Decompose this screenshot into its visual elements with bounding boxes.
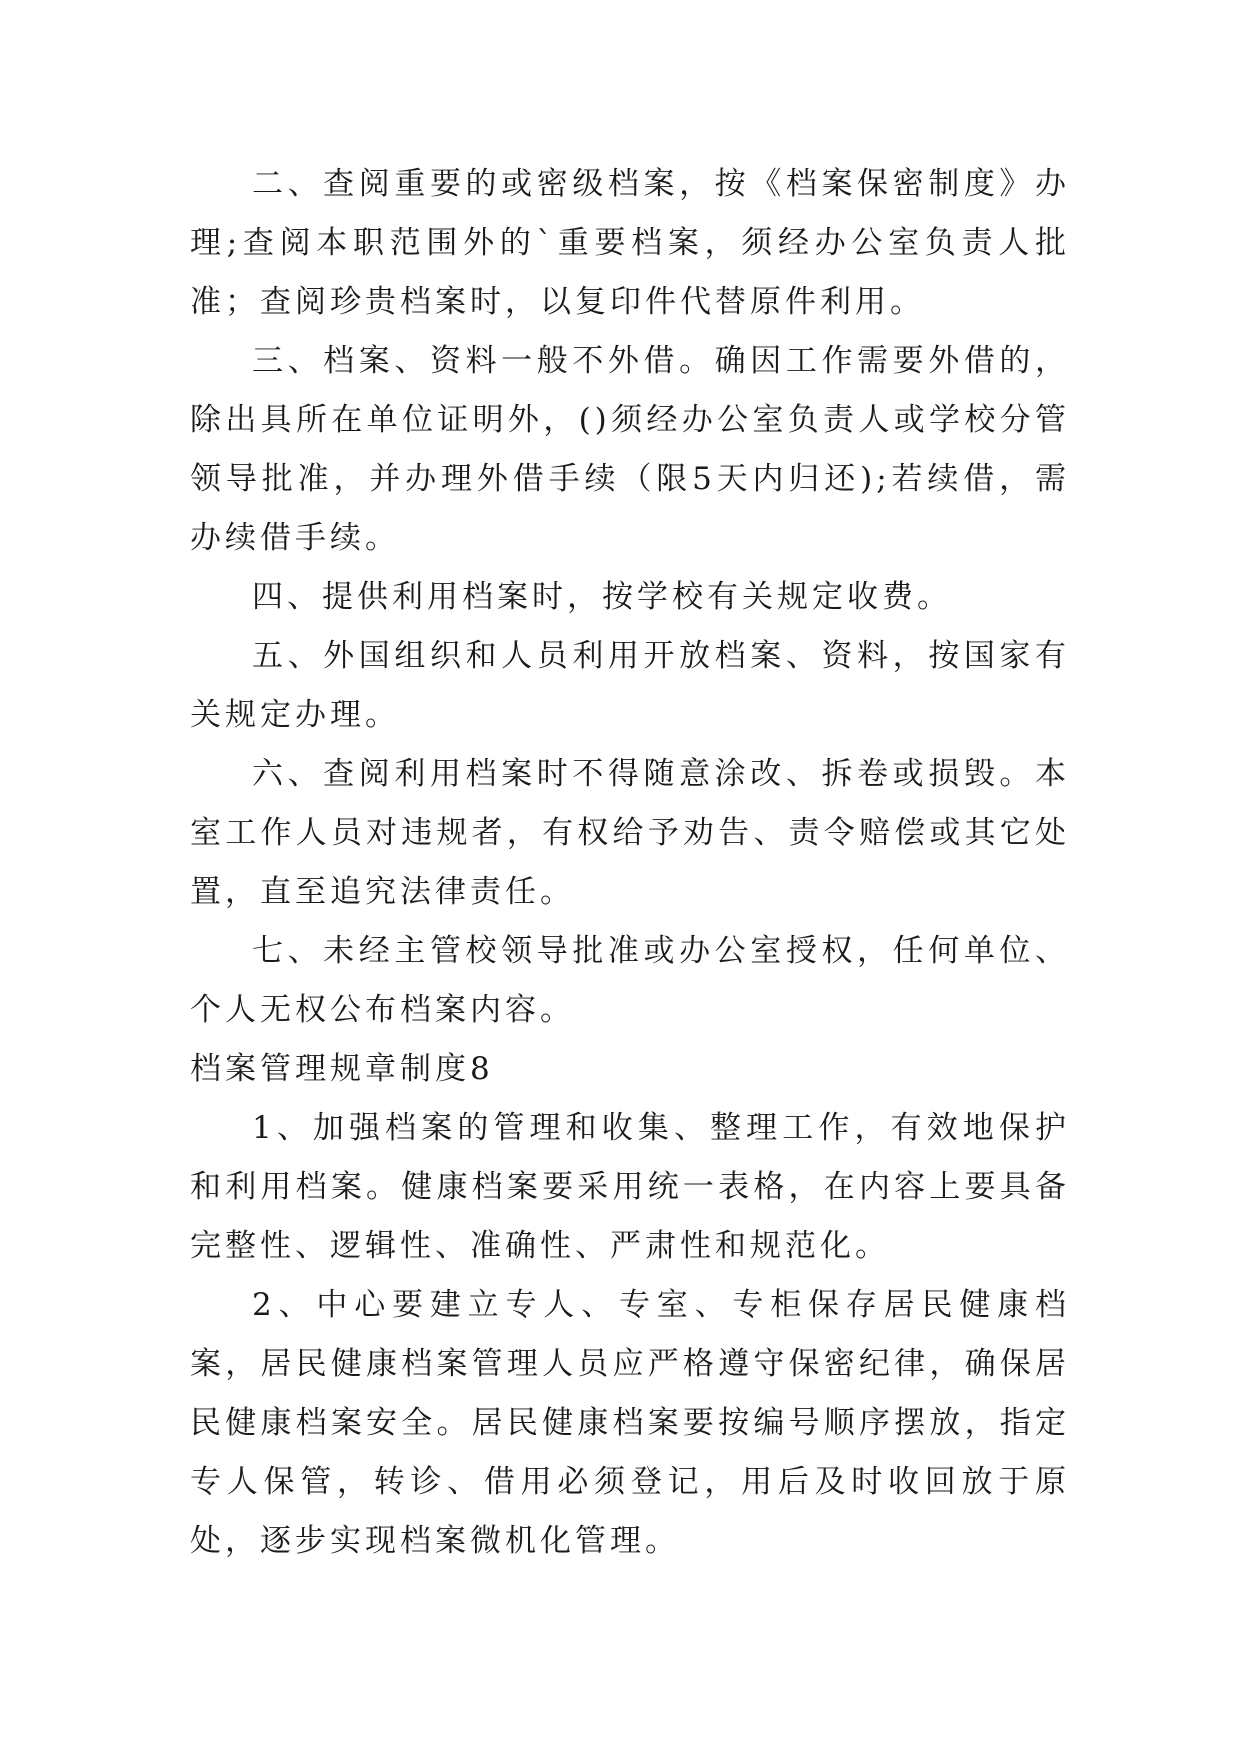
paragraph-article-5: 五、外国组织和人员利用开放档案、资料，按国家有关规定办理。	[190, 638, 1070, 733]
paragraph-article-4: 四、提供利用档案时，按学校有关规定收费。	[252, 579, 952, 615]
paragraph-article-2: 二、查阅重要的或密级档案，按《档案保密制度》办理;查阅本职范围外的`重要档案，须经办公室负责人批准；查阅珍贵档案时，以复印件代替原件利用。	[190, 166, 1070, 320]
document-body	[190, 155, 1070, 1571]
section-title: 档案管理规章制度8	[190, 1051, 494, 1087]
paragraph-article-6: 六、查阅利用档案时不得随意涂改、拆卷或损毁。本室工作人员对违规者，有权给予劝告、责令赔偿或其它处置，直至追究法律责任。	[190, 756, 1070, 910]
paragraph-article-7: 七、未经主管校领导批准或办公室授权，任何单位、个人无权公布档案内容。	[190, 933, 1070, 1028]
section-paragraph-1: 1、加强档案的管理和收集、整理工作，有效地保护和利用档案。健康档案要采用统一表格，在内容上要具备完整性、逻辑性、准确性、严肃性和规范化。	[190, 1110, 1070, 1264]
section-paragraph-2: 2、中心要建立专人、专室、专柜保存居民健康档案，居民健康档案管理人员应严格遵守保密纪律，确保居民健康档案安全。居民健康档案要按编号顺序摆放，指定专人保管，转诊、借用必须登记，用后及时收回放于原处，逐步实现档案微机化管理。	[190, 1287, 1070, 1559]
paragraph-article-3: 三、档案、资料一般不外借。确因工作需要外借的，除出具所在单位证明外，()须经办公室负责人或学校分管领导批准，并办理外借手续（限5天内归还);若续借，需办续借手续。	[190, 343, 1070, 556]
